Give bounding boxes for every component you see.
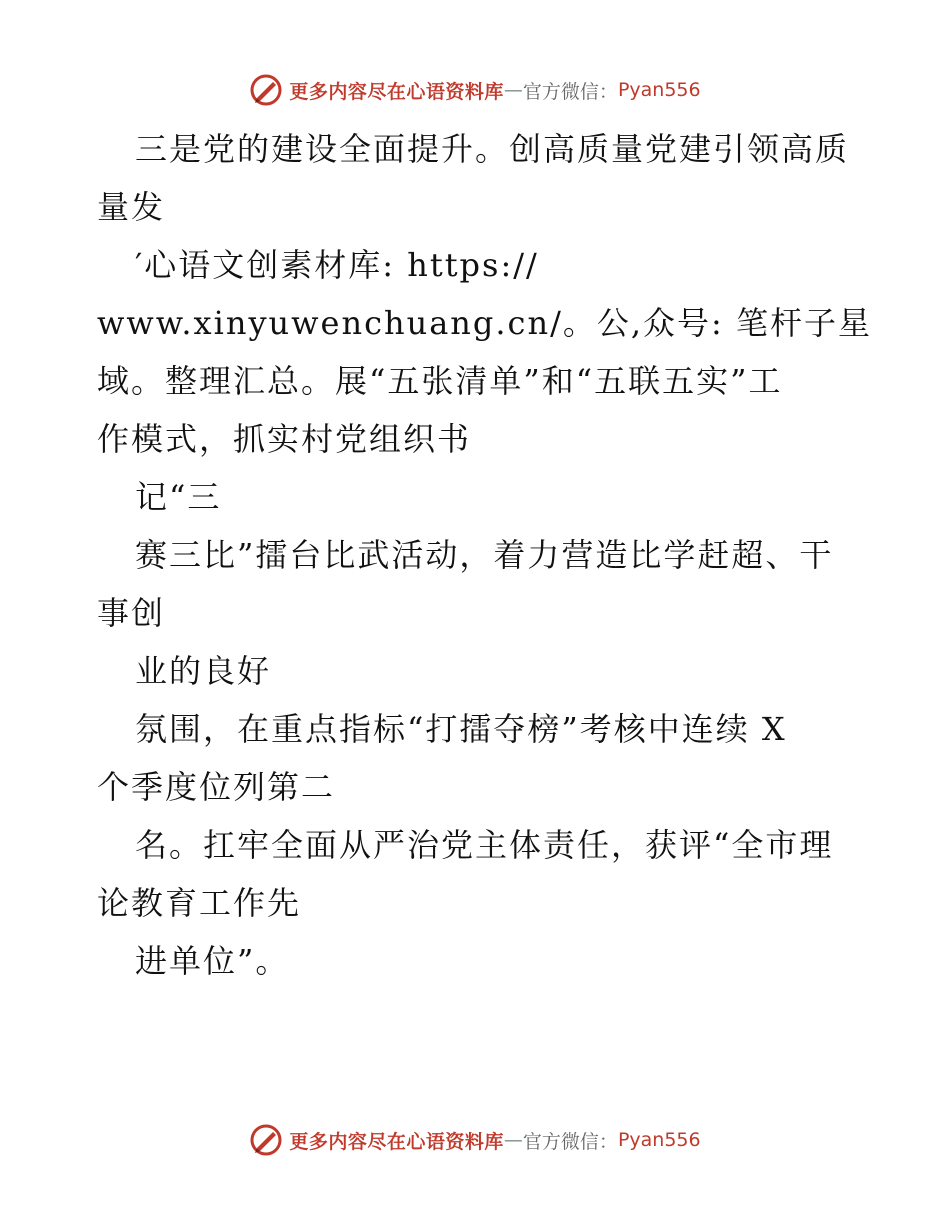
- banner-separator: —: [503, 79, 523, 101]
- document-body: [97, 120, 872, 990]
- banner-wechat-label: 官方微信：: [522, 80, 618, 103]
- body-line: 记“三: [135, 478, 222, 516]
- pen-logo-icon: [249, 1123, 283, 1157]
- banner-main-text: 更多内容尽在心语资料库: [289, 1130, 504, 1153]
- body-line: ′心语文创素材库: https://: [135, 246, 539, 284]
- banner-main-text: 更多内容尽在心语资料库: [289, 80, 504, 103]
- body-line: 赛三比”擂台比武活动，着力营造比学赶超、干: [135, 536, 834, 574]
- banner-wechat-id: Pyan556: [617, 79, 701, 101]
- banner-separator: —: [503, 1129, 523, 1151]
- banner-wechat-label: 官方微信：: [522, 1130, 618, 1153]
- body-line: 氛围，在重点指标“打擂夺榜”考核中连续 X: [135, 710, 787, 748]
- body-line: 域。整理汇总。展“五张清单”和“五联五实”工: [97, 362, 783, 400]
- body-line: 个季度位列第二: [97, 768, 336, 806]
- body-line: 名。扛牢全面从严治党主体责任，获评“全市理: [135, 826, 834, 864]
- body-line: 作模式，抓实村党组织书: [97, 420, 472, 458]
- body-line: 量发: [97, 188, 166, 226]
- body-line: 三是党的建设全面提升。创高质量党建引领高质: [135, 130, 850, 168]
- body-line: 事创: [97, 594, 166, 632]
- body-line: 论教育工作先: [97, 884, 302, 922]
- body-line: 业的良好: [135, 652, 272, 690]
- footer-banner: [0, 1120, 950, 1160]
- banner-wechat-id: Pyan556: [617, 1129, 701, 1151]
- pen-logo-icon: [249, 73, 283, 107]
- header-banner: [0, 70, 950, 110]
- body-line: www.xinyuwenchuang.cn/。公,众号: 笔杆子星: [97, 304, 872, 342]
- body-line: 进单位”。: [135, 942, 290, 980]
